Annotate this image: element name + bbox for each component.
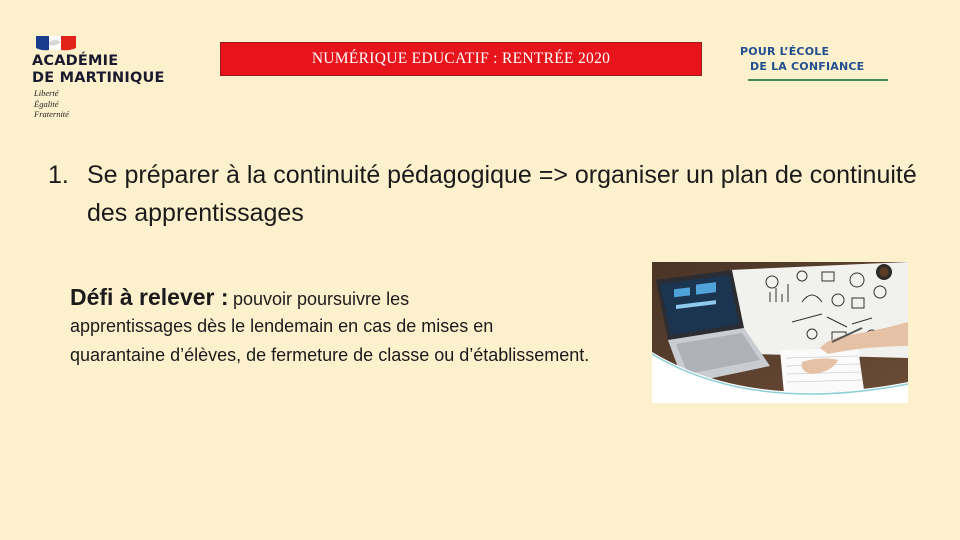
ecole-logo-line-1: POUR L’ÉCOLE — [740, 45, 830, 58]
point-text: Se préparer à la continuité pédagogique => organiser un plan de continuité des apprentissages — [87, 161, 917, 227]
republic-motto — [34, 88, 69, 120]
challenge-body: apprentissages dès le lendemain en cas de mises en quarantaine d’élèves, de fermeture de classe ou d’établissement. — [70, 316, 590, 365]
banner-title: NUMÉRIQUE EDUCATIF : RENTRÉE 2020 — [311, 50, 611, 67]
academie-line-2: DE MARTINIQUE — [32, 70, 165, 86]
academie-line-1: ACADÉMIE — [32, 53, 119, 69]
challenge-block — [70, 284, 590, 370]
academie-logo — [30, 32, 180, 124]
motto-egalite: Égalité — [34, 98, 59, 109]
ecole-logo-line-2: DE LA CONFIANCE — [750, 60, 865, 73]
ecole-confiance-logo — [738, 34, 898, 90]
motto-liberte: Liberté — [34, 88, 59, 98]
point-number: 1. — [48, 161, 69, 189]
french-flag-icon — [34, 34, 78, 52]
laptop-workspace-photo — [652, 262, 908, 403]
motto-fraternite: Fraternité — [34, 109, 69, 119]
challenge-lead: pouvoir poursuivre les — [232, 289, 410, 309]
ecole-logo-underline — [748, 79, 888, 81]
challenge-heading: Défi à relever : — [70, 284, 229, 310]
title-banner — [220, 42, 702, 76]
